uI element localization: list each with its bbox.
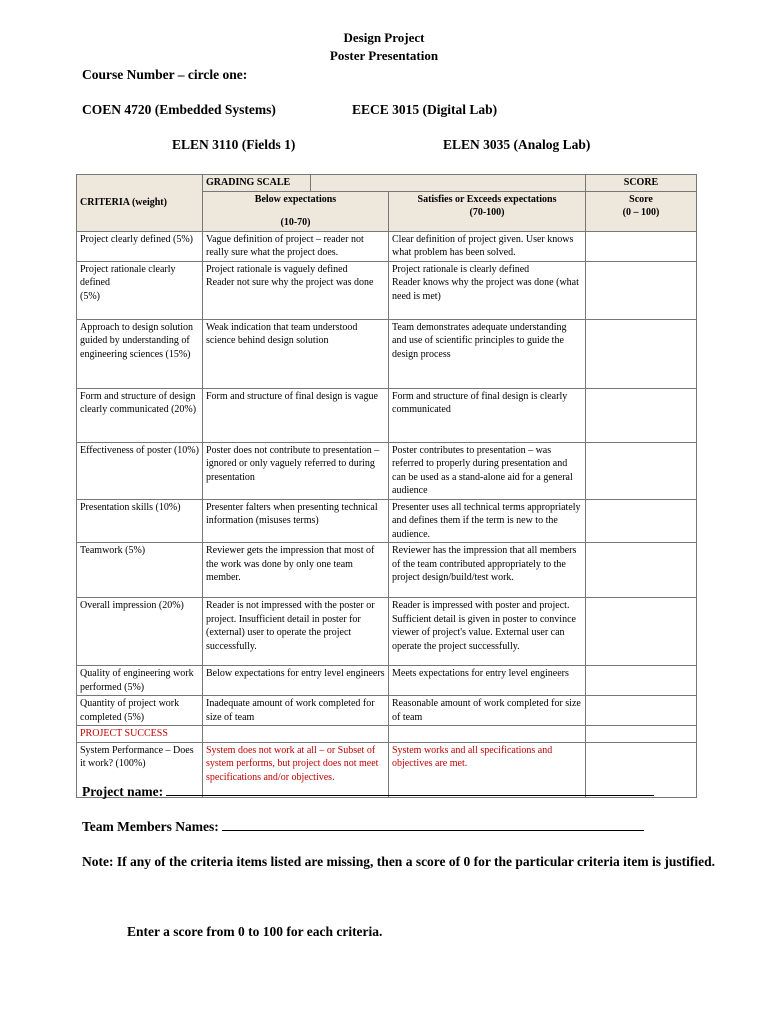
table-row xyxy=(77,598,697,666)
page-subtitle: Poster Presentation xyxy=(329,48,439,63)
project-name-label: Project name: xyxy=(82,784,164,799)
table-row xyxy=(77,442,697,499)
score-input-cell[interactable] xyxy=(586,319,697,388)
meets-cell: Form and structure of final design is clearly communicated xyxy=(389,388,586,442)
criteria-cell: Quality of engineering work performed (5%) xyxy=(77,666,203,696)
meets-cell: Reviewer has the impression that all members of the team contributed appropriately to the project design/build/test work. xyxy=(389,543,586,598)
criteria-cell: Overall impression (20%) xyxy=(77,598,203,666)
score-subheader xyxy=(586,191,697,231)
score-instruction: Enter a score from 0 to 100 for each criteria. xyxy=(127,924,383,939)
criteria-header: CRITERIA (weight) xyxy=(77,175,203,232)
table-row xyxy=(77,499,697,543)
grading-scale-header: GRADING SCALE xyxy=(203,175,311,192)
criteria-cell: Project clearly defined (5%) xyxy=(77,231,203,261)
score-sub-label: Score xyxy=(629,193,653,205)
score-input-cell[interactable] xyxy=(586,598,697,666)
grading-scale-blank xyxy=(311,175,586,192)
below-cell: Project rationale is vaguely defined Reader not sure why the project was done xyxy=(203,261,389,319)
below-header-range: (10-70) xyxy=(280,217,311,228)
score-input-cell[interactable] xyxy=(586,261,697,319)
meets-cell: Presenter uses all technical terms appropriately and defines them if the term is new to the audience. xyxy=(389,499,586,543)
table-row xyxy=(77,696,697,726)
project-name-line xyxy=(82,783,654,800)
table-row xyxy=(77,231,697,261)
criteria-cell: Project rationale clearly defined (5%) xyxy=(77,261,203,319)
course-option-elen3110[interactable]: ELEN 3110 (Fields 1) xyxy=(172,137,296,152)
below-header-label: Below expectations xyxy=(254,193,337,205)
criteria-cell: Form and structure of design clearly communicated (20%) xyxy=(77,388,203,442)
criteria-note: Note: If any of the criteria items listed are missing, then a score of 0 for the particular criteria item is justified. xyxy=(82,854,715,869)
below-cell: Reader is not impressed with the poster or project. Insufficient detail in poster for (external) user to operate the project successfully. xyxy=(203,598,389,666)
score-header: SCORE xyxy=(586,175,697,192)
below-cell: Reviewer gets the impression that most of the work was done by only one team member. xyxy=(203,543,389,598)
grading-table xyxy=(76,174,697,798)
meets-header-label: Satisfies or Exceeds expectations xyxy=(417,193,557,205)
table-row xyxy=(77,319,697,388)
table-row xyxy=(77,261,697,319)
course-prompt: Course Number – circle one: xyxy=(82,67,248,82)
page-title: Design Project xyxy=(343,30,425,45)
project-success-label: PROJECT SUCCESS xyxy=(77,726,203,743)
meets-header-range: (70-100) xyxy=(469,207,505,218)
criteria-cell: Teamwork (5%) xyxy=(77,543,203,598)
below-expectations-header xyxy=(203,191,389,231)
score-sub-range: (0 – 100) xyxy=(622,207,660,218)
below-cell: Poster does not contribute to presentation – ignored or only vaguely referred to during presentation xyxy=(203,442,389,499)
table-row xyxy=(77,666,697,696)
meets-cell: Meets expectations for entry level engineers xyxy=(389,666,586,696)
below-cell: Form and structure of final design is vague xyxy=(203,388,389,442)
score-input-cell[interactable] xyxy=(586,666,697,696)
team-members-label: Team Members Names: xyxy=(82,819,219,834)
course-option-eece3015[interactable]: EECE 3015 (Digital Lab) xyxy=(352,102,498,117)
project-name-field[interactable] xyxy=(166,783,654,796)
course-option-coen4720[interactable]: COEN 4720 (Embedded Systems) xyxy=(82,102,276,117)
meets-cell: Poster contributes to presentation – was referred to properly during presentation and can be used as a stand-alone aid for a general audience xyxy=(389,442,586,499)
below-cell: Inadequate amount of work completed for size of team xyxy=(203,696,389,726)
score-input-cell[interactable] xyxy=(586,499,697,543)
meets-cell: System works and all specifications and objectives are met. xyxy=(389,742,586,797)
empty-cell xyxy=(203,726,389,743)
empty-cell xyxy=(586,726,697,743)
score-input-cell[interactable] xyxy=(586,442,697,499)
meets-expectations-header xyxy=(389,191,586,231)
meets-cell: Project rationale is clearly defined Reader knows why the project was done (what need is met) xyxy=(389,261,586,319)
below-cell: Below expectations for entry level engineers xyxy=(203,666,389,696)
below-cell: Vague definition of project – reader not really sure what the project does. xyxy=(203,231,389,261)
meets-cell: Team demonstrates adequate understanding and use of scientific principles to guide the design process xyxy=(389,319,586,388)
score-input-cell[interactable] xyxy=(586,388,697,442)
criteria-cell: Presentation skills (10%) xyxy=(77,499,203,543)
score-input-cell[interactable] xyxy=(586,231,697,261)
criteria-cell: Effectiveness of poster (10%) xyxy=(77,442,203,499)
below-cell: Presenter falters when presenting technical information (misuses terms) xyxy=(203,499,389,543)
course-option-elen3035[interactable]: ELEN 3035 (Analog Lab) xyxy=(443,137,591,152)
meets-cell: Reasonable amount of work completed for size of team xyxy=(389,696,586,726)
score-input-cell[interactable] xyxy=(586,696,697,726)
below-cell: System does not work at all – or Subset of system performs, but project does not meet specifications and/or objectives. xyxy=(203,742,389,797)
criteria-cell: System Performance – Does it work? (100%) xyxy=(77,742,203,797)
team-members-field[interactable] xyxy=(222,818,644,831)
meets-cell: Reader is impressed with poster and project. Sufficient detail is given in poster to convince viewer of project's value. External user can operate the project successfully. xyxy=(389,598,586,666)
score-input-cell[interactable] xyxy=(586,543,697,598)
criteria-cell: Quantity of project work completed (5%) xyxy=(77,696,203,726)
empty-cell xyxy=(389,726,586,743)
table-row xyxy=(77,543,697,598)
meets-cell: Clear definition of project given. User knows what problem has been solved. xyxy=(389,231,586,261)
below-cell: Weak indication that team understood science behind design solution xyxy=(203,319,389,388)
team-members-line xyxy=(82,818,644,835)
project-success-row xyxy=(77,726,697,743)
criteria-cell: Approach to design solution guided by understanding of engineering sciences (15%) xyxy=(77,319,203,388)
table-row xyxy=(77,388,697,442)
